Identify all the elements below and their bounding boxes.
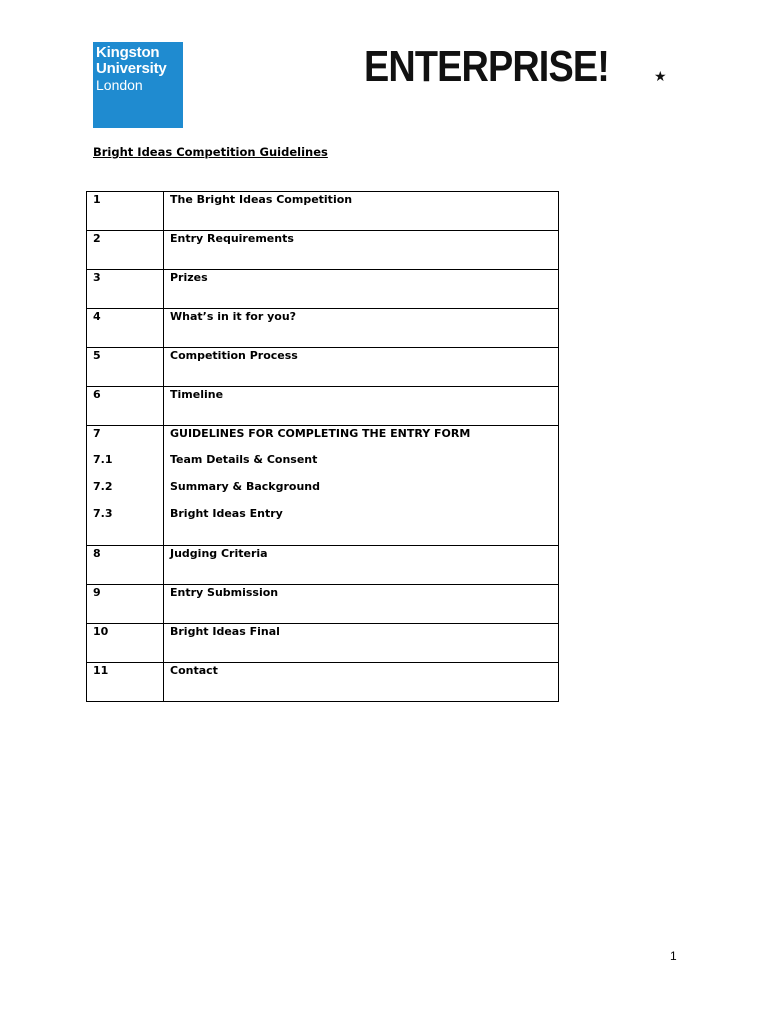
toc-number: 11 xyxy=(87,663,164,702)
document-title: Bright Ideas Competition Guidelines xyxy=(93,145,328,159)
toc-title: Summary & Background xyxy=(164,479,559,506)
toc-title: Contact xyxy=(164,663,559,702)
logo-line-london: London xyxy=(96,77,143,93)
table-row xyxy=(87,192,559,231)
star-icon: ★ xyxy=(654,69,667,85)
table-row xyxy=(87,348,559,387)
table-row xyxy=(87,309,559,348)
toc-number: 2 xyxy=(87,231,164,270)
table-row xyxy=(87,387,559,426)
toc-number: 8 xyxy=(87,546,164,585)
toc-title: Entry Requirements xyxy=(164,231,559,270)
toc-number: 4 xyxy=(87,309,164,348)
toc-number: 7.1 xyxy=(87,452,164,479)
toc-title: Bright Ideas Final xyxy=(164,624,559,663)
table-of-contents xyxy=(86,191,559,702)
toc-title: Entry Submission xyxy=(164,585,559,624)
page-number: 1 xyxy=(670,949,677,963)
toc-title: GUIDELINES FOR COMPLETING THE ENTRY FORM xyxy=(164,426,559,453)
toc-number: 6 xyxy=(87,387,164,426)
toc-title: Judging Criteria xyxy=(164,546,559,585)
table-row xyxy=(87,479,559,506)
table-row xyxy=(87,585,559,624)
table-row xyxy=(87,546,559,585)
enterprise-logo xyxy=(364,42,667,92)
toc-title: Bright Ideas Entry xyxy=(164,506,559,546)
toc-number: 1 xyxy=(87,192,164,231)
logo-line-university: University xyxy=(96,60,167,77)
toc-title: What’s in it for you? xyxy=(164,309,559,348)
toc-number: 7 xyxy=(87,426,164,453)
toc-number: 9 xyxy=(87,585,164,624)
table-row xyxy=(87,426,559,453)
toc-number: 3 xyxy=(87,270,164,309)
toc-number: 10 xyxy=(87,624,164,663)
toc-number: 7.2 xyxy=(87,479,164,506)
enterprise-logo-text: ENTERPRISE! xyxy=(364,42,609,91)
toc-title: Competition Process xyxy=(164,348,559,387)
toc-number: 5 xyxy=(87,348,164,387)
table-row xyxy=(87,506,559,546)
kingston-university-logo xyxy=(93,42,183,128)
table-row xyxy=(87,663,559,702)
logo-line-kingston: Kingston xyxy=(96,44,160,61)
toc-number: 7.3 xyxy=(87,506,164,546)
table-row xyxy=(87,231,559,270)
toc-title: The Bright Ideas Competition xyxy=(164,192,559,231)
toc-title: Team Details & Consent xyxy=(164,452,559,479)
table-row xyxy=(87,270,559,309)
toc-title: Timeline xyxy=(164,387,559,426)
table-row xyxy=(87,624,559,663)
toc-title: Prizes xyxy=(164,270,559,309)
table-row xyxy=(87,452,559,479)
